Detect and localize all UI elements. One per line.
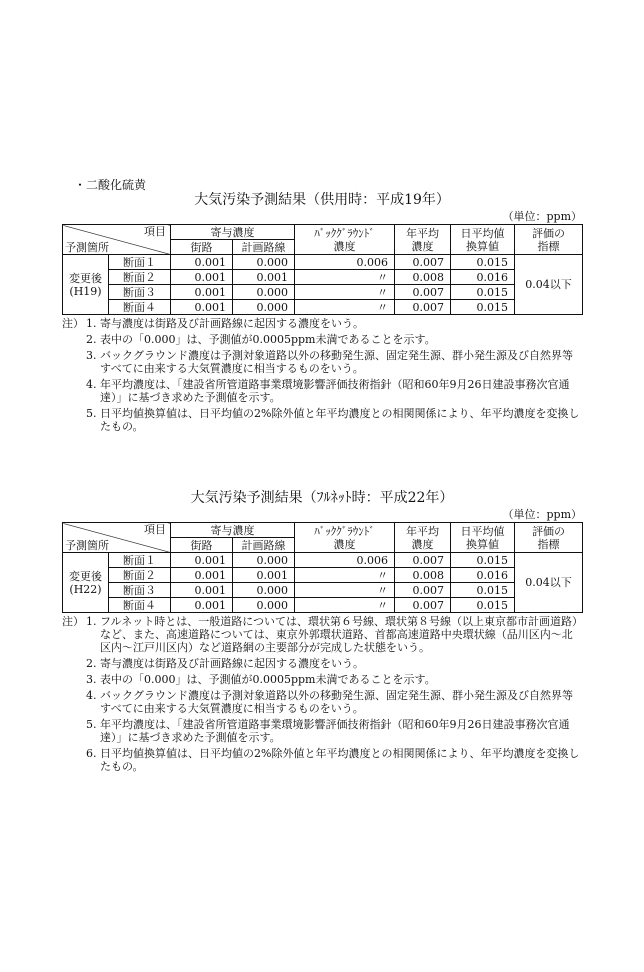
note-number: 5. [86,718,97,731]
note-number: 4. [86,378,97,391]
background-value-cell: 〃 [295,568,395,583]
section-name-cell: 断面４ [109,300,171,315]
diagonal-header-cell [63,225,171,255]
prediction-section-2010 [62,488,582,776]
annual-value-cell: 0.007 [395,285,451,300]
group-label-cell [63,255,109,315]
daily-value-cell: 0.016 [451,568,515,583]
note-number: 3. [86,349,97,362]
note-label [62,349,86,375]
unit-label: （単位：ppm） [502,210,582,223]
planned-value-cell: 0.000 [233,598,295,613]
note-label [62,673,86,686]
planned-value-cell: 0.001 [233,568,295,583]
table-title: 大気汚染予測結果（供用時：平成19年） [194,192,450,208]
note-item [62,317,582,330]
street-value-cell: 0.001 [171,568,233,583]
annual-value-cell: 0.007 [395,553,451,568]
note-label [62,747,86,773]
note-item [62,657,582,670]
group-label: 変更後 [69,271,102,285]
note-label [62,407,86,433]
evaluation-value-cell: 0.04以下 [515,553,583,613]
table-row [63,583,583,598]
street-header: 街路 [171,538,233,553]
note-item [62,333,582,346]
contribution-header: 寄与濃度 [171,225,295,240]
street-value-cell: 0.001 [171,583,233,598]
street-value-cell: 0.001 [171,255,233,270]
note-number: 4. [86,689,97,702]
daily-header: 日平均値 換算値 [451,523,515,553]
unit-label: （単位：ppm） [502,508,582,521]
note-item [62,407,582,433]
note-text: バックグラウンド濃度は予測対象道路以外の移動発生源、固定発生源、群小発生源及び自然界等すべてに由来する大気質濃度に相当するものをいう。 [100,349,573,375]
evaluation-header: 評価の 指標 [515,523,583,553]
location-header: 予測箇所 [65,241,109,254]
note-label: 注） [62,615,84,628]
location-header: 予測箇所 [65,539,109,552]
street-value-cell: 0.001 [171,270,233,285]
section-name-cell: 断面２ [109,270,171,285]
note-item [62,718,582,744]
note-text: 日平均値換算値は、日平均値の2%除外値と年平均濃度との相関関係により、年平均濃度を変換したもの。 [100,407,580,433]
planned-value-cell: 0.001 [233,270,295,285]
evaluation-header: 評価の 指標 [515,225,583,255]
planned-road-header: 計画路線 [233,240,295,255]
notes [62,615,582,773]
item-header: 項目 [144,523,166,536]
table-row [63,285,583,300]
background-value-cell: 0.006 [295,255,395,270]
note-number: 6. [86,747,97,760]
section-name-cell: 断面１ [109,255,171,270]
note-text: バックグラウンド濃度は予測対象道路以外の移動発生源、固定発生源、群小発生源及び自然界等すべてに由来する大気質濃度に相当するものをいう。 [100,689,573,715]
note-item [62,689,582,715]
notes [62,317,582,433]
background-value-cell: 〃 [295,598,395,613]
daily-value-cell: 0.015 [451,583,515,598]
table-row [63,598,583,613]
annual-value-cell: 0.007 [395,255,451,270]
note-item [62,615,582,654]
daily-value-cell: 0.016 [451,270,515,285]
note-label [62,718,86,744]
daily-value-cell: 0.015 [451,285,515,300]
street-value-cell: 0.001 [171,598,233,613]
note-text: 表中の「0.000」は、予測値が0.0005ppm未満であることを示す。 [100,673,436,686]
group-label: 変更後 [69,569,102,583]
background-header: ﾊﾞｯｸｸﾞﾗｳﾝﾄﾞ 濃度 [295,225,395,255]
note-number: 2. [86,333,97,346]
note-item [62,378,582,404]
background-header: ﾊﾞｯｸｸﾞﾗｳﾝﾄﾞ 濃度 [295,523,395,553]
header-row [63,523,583,538]
background-value-cell: 〃 [295,583,395,598]
note-number: 3. [86,673,97,686]
annual-value-cell: 0.008 [395,568,451,583]
section-name-cell: 断面２ [109,568,171,583]
prediction-section-2007 [62,190,582,436]
planned-value-cell: 0.000 [233,300,295,315]
group-year: (H19) [69,284,102,298]
annual-value-cell: 0.008 [395,270,451,285]
table-row [63,568,583,583]
note-label [62,657,86,670]
note-text: 表中の「0.000」は、予測値が0.0005ppm未満であることを示す。 [100,333,436,346]
note-number: 1. [86,317,97,330]
header-row [63,225,583,240]
street-header: 街路 [171,240,233,255]
daily-value-cell: 0.015 [451,300,515,315]
group-label-cell [63,553,109,613]
note-number: 5. [86,407,97,420]
note-number: 1. [86,615,97,628]
planned-value-cell: 0.000 [233,285,295,300]
background-value-cell: 〃 [295,285,395,300]
section-name-cell: 断面１ [109,553,171,568]
background-value-cell: 〃 [295,300,395,315]
data-rows [63,255,583,315]
planned-value-cell: 0.000 [233,255,295,270]
background-value-cell: 〃 [295,270,395,285]
note-label: 注） [62,317,84,330]
prediction-table [62,522,583,613]
table-title: 大気汚染予測結果（ﾌﾙﾈｯﾄ時：平成22年） [190,490,454,506]
note-label [62,333,86,346]
group-year: (H22) [69,582,102,596]
annual-value-cell: 0.007 [395,598,451,613]
note-text: フルネット時とは、一般道路については、環状第６号線、環状第８号線（以上東京都市計画道路）など、また、高速道路については、東京外郭環状道路、首都高速道路中央環状線（品川区内～北区内～江戸川区内）など道路網の主要部分が完成した状態をいう。 [100,615,578,654]
diagonal-header-cell [63,523,171,553]
street-value-cell: 0.001 [171,300,233,315]
data-rows [63,553,583,613]
annual-value-cell: 0.007 [395,583,451,598]
table-row [63,270,583,285]
note-item [62,349,582,375]
table-row [63,300,583,315]
note-label [62,689,86,715]
planned-road-header: 計画路線 [233,538,295,553]
note-text: 年平均濃度は、「建設省所管道路事業環境影響評価技術指針（昭和60年9月26日建設事務次官通達）」に基づき求めた予測値を示す。 [100,718,570,744]
annual-header: 年平均 濃度 [395,523,451,553]
note-text: 年平均濃度は、「建設省所管道路事業環境影響評価技術指針（昭和60年9月26日建設事務次官通達）」に基づき求めた予測値を示す。 [100,378,570,404]
table-row [63,553,583,568]
planned-value-cell: 0.000 [233,553,295,568]
note-text: 日平均値換算値は、日平均値の2%除外値と年平均濃度との相関関係により、年平均濃度を変換したもの。 [100,747,580,773]
contribution-header: 寄与濃度 [171,523,295,538]
item-header: 項目 [144,225,166,238]
planned-value-cell: 0.000 [233,583,295,598]
street-value-cell: 0.001 [171,553,233,568]
note-number: 2. [86,657,97,670]
note-label [62,378,86,404]
section-name-cell: 断面３ [109,583,171,598]
daily-value-cell: 0.015 [451,553,515,568]
daily-value-cell: 0.015 [451,255,515,270]
note-item [62,747,582,773]
annual-header: 年平均 濃度 [395,225,451,255]
daily-header: 日平均値 換算値 [451,225,515,255]
note-text: 寄与濃度は街路及び計画路線に起因する濃度をいう。 [100,657,364,670]
evaluation-value-cell: 0.04以下 [515,255,583,315]
background-value-cell: 0.006 [295,553,395,568]
pollutant-heading: ・二酸化硫黄 [74,178,147,192]
note-item [62,673,582,686]
section-name-cell: 断面３ [109,285,171,300]
table-row [63,255,583,270]
prediction-table [62,224,583,315]
annual-value-cell: 0.007 [395,300,451,315]
street-value-cell: 0.001 [171,285,233,300]
daily-value-cell: 0.015 [451,598,515,613]
note-text: 寄与濃度は街路及び計画路線に起因する濃度をいう。 [100,317,364,330]
section-name-cell: 断面４ [109,598,171,613]
